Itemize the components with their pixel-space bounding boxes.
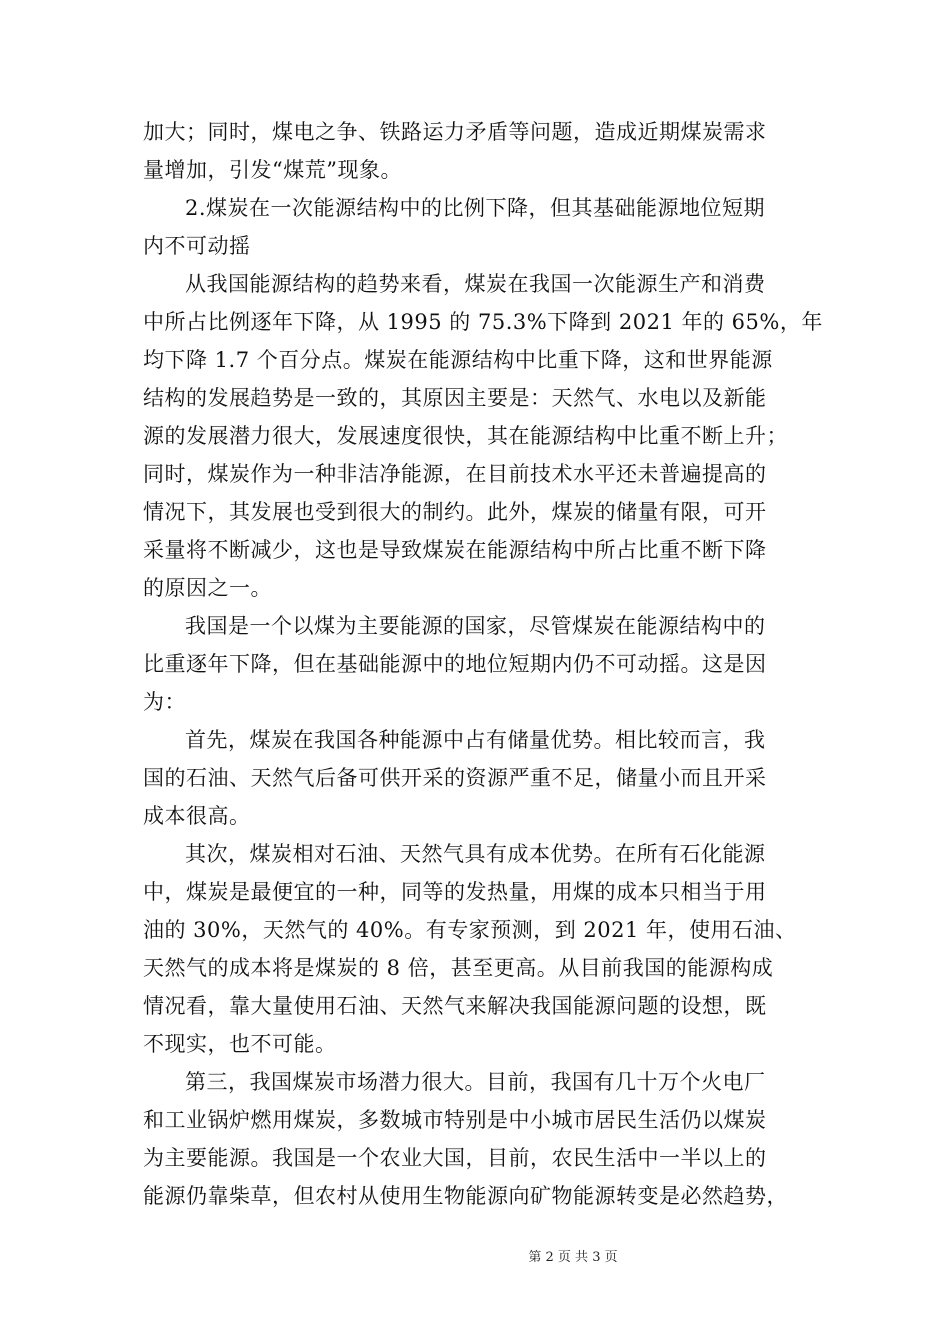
text-line: 源的发展潜力很大，发展速度很快，其在能源结构中比重不断上升； — [143, 424, 788, 448]
text-line: 其次，煤炭相对石油、天然气具有成本优势。在所有石化能源 — [185, 842, 766, 866]
text-line: 采量将不断减少，这也是导致煤炭在能源结构中所占比重不断下降 — [143, 538, 767, 562]
page-number-label: 第 2 页 共 3 页 — [528, 1250, 618, 1265]
text-line: 为： — [143, 690, 186, 714]
page-footer — [0, 1249, 950, 1267]
section-heading-line: 内不可动摇 — [143, 234, 251, 258]
text-line: 和工业锅炉燃用煤炭，多数城市特别是中小城市居民生活仍以煤炭 — [143, 1108, 767, 1132]
text-line: 国的石油、天然气后备可供开采的资源严重不足，储量小而且开采 — [143, 766, 767, 790]
text-line: 不现实，也不可能。 — [143, 1032, 337, 1056]
text-line: 情况看，靠大量使用石油、天然气来解决我国能源问题的设想，既 — [143, 994, 767, 1018]
section-heading-line: 2.煤炭在一次能源结构中的比例下降，但其基础能源地位短期 — [185, 196, 766, 220]
text-line: 中所占比例逐年下降，从 1995 的 75.3%下降到 2021 年的 65%，年 — [143, 310, 823, 334]
text-line: 加大；同时，煤电之争、铁路运力矛盾等问题，造成近期煤炭需求 — [143, 120, 767, 144]
text-line: 量增加，引发“煤荒”现象。 — [143, 158, 402, 182]
text-line: 油的 30%，天然气的 40%。有专家预测，到 2021 年，使用石油、 — [143, 918, 797, 942]
text-line: 我国是一个以煤为主要能源的国家，尽管煤炭在能源结构中的 — [185, 614, 766, 638]
text-line: 的原因之一。 — [143, 576, 272, 600]
text-line: 从我国能源结构的趋势来看，煤炭在我国一次能源生产和消费 — [185, 272, 766, 296]
text-line: 同时，煤炭作为一种非洁净能源，在目前技术水平还未普遍提高的 — [143, 462, 767, 486]
text-line: 比重逐年下降，但在基础能源中的地位短期内仍不可动摇。这是因 — [143, 652, 767, 676]
text-line: 均下降 1.7 个百分点。煤炭在能源结构中比重下降，这和世界能源 — [143, 348, 773, 372]
text-line: 中，煤炭是最便宜的一种，同等的发热量，用煤的成本只相当于用 — [143, 880, 767, 904]
text-line: 结构的发展趋势是一致的，其原因主要是：天然气、水电以及新能 — [143, 386, 767, 410]
text-line: 情况下，其发展也受到很大的制约。此外，煤炭的储量有限，可开 — [143, 500, 767, 524]
text-line: 为主要能源。我国是一个农业大国，目前，农民生活中一半以上的 — [143, 1146, 767, 1170]
text-line: 能源仍靠柴草，但农村从使用生物能源向矿物能源转变是必然趋势， — [143, 1184, 788, 1208]
text-line: 成本很高。 — [143, 804, 251, 828]
text-line: 第三，我国煤炭市场潜力很大。目前，我国有几十万个火电厂 — [185, 1070, 766, 1094]
text-line: 天然气的成本将是煤炭的 8 倍，甚至更高。从目前我国的能源构成 — [143, 956, 774, 980]
text-line: 首先，煤炭在我国各种能源中占有储量优势。相比较而言，我 — [185, 728, 766, 752]
